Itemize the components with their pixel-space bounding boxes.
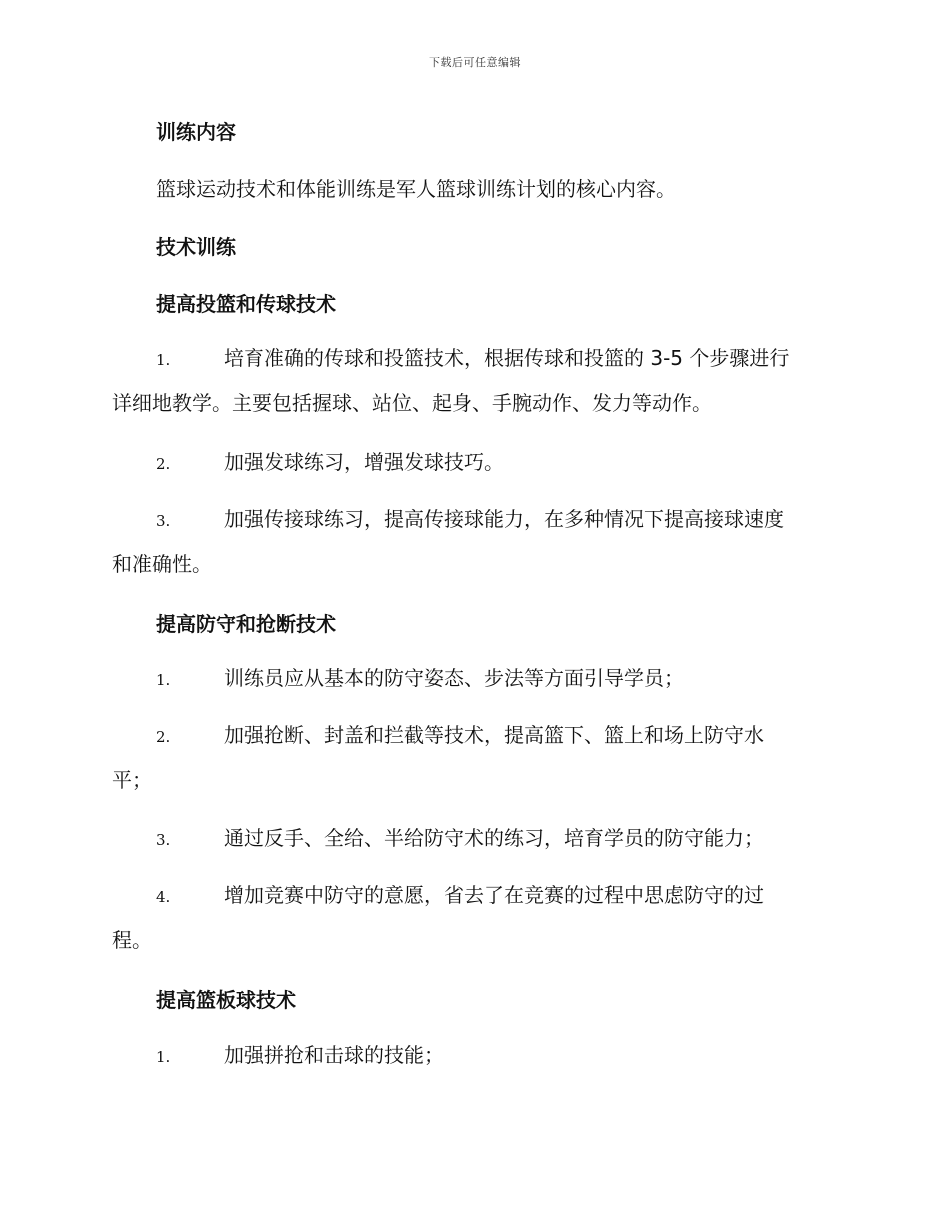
list-item-text: 训练员应从基本的防守姿态、步法等方面引导学员；: [224, 666, 684, 690]
list-item: [112, 665, 842, 710]
list-item: [112, 449, 842, 494]
list-item-text: 增加竞赛中防守的意愿，省去了在竞赛的过程中思虑防守的过: [224, 883, 764, 907]
heading-technical-training: 技术训练: [156, 235, 236, 259]
heading-training-content: 训练内容: [156, 120, 236, 144]
list-item-number: 1.: [156, 351, 171, 369]
list-item-text: 加强发球练习，增强发球技巧。: [224, 450, 504, 474]
section-title-defense-steal: 提高防守和抢断技术: [156, 612, 336, 636]
list-item-text: 通过反手、全给、半给防守术的练习，培育学员的防守能力；: [224, 826, 764, 850]
list-item-text-continued: 和准确性。: [112, 552, 212, 576]
section-title-shooting-passing: 提高投篮和传球技术: [156, 292, 336, 316]
list-item-number: 1.: [156, 671, 171, 689]
list-item: [112, 722, 842, 812]
list-item: [112, 825, 842, 870]
list-item: [112, 506, 842, 596]
page-header-note: 下载后可任意编辑: [429, 56, 521, 69]
intro-paragraph: 篮球运动技术和体能训练是军人篮球训练计划的核心内容。: [156, 177, 676, 201]
list-item-number: 3.: [156, 512, 171, 530]
list-item-text: 培育准确的传球和投篮技术，根据传球和投篮的 3-5 个步骤进行: [224, 346, 790, 370]
list-item-number: 2.: [156, 728, 171, 746]
list-item: [112, 345, 842, 435]
list-item-text-continued: 程。: [112, 928, 152, 952]
list-item-text: 加强抢断、封盖和拦截等技术，提高篮下、篮上和场上防守水: [224, 723, 764, 747]
list-item-text: 加强拼抢和击球的技能；: [224, 1043, 444, 1067]
list-item-text-continued: 详细地教学。主要包括握球、站位、起身、手腕动作、发力等动作。: [112, 391, 712, 415]
section-title-rebound: 提高篮板球技术: [156, 988, 296, 1012]
list-item-number: 4.: [156, 888, 171, 906]
list-item-text-continued: 平；: [112, 768, 152, 792]
list-item-number: 2.: [156, 455, 171, 473]
list-item: [112, 1042, 842, 1087]
list-item-number: 1.: [156, 1048, 171, 1066]
list-item-number: 3.: [156, 831, 171, 849]
list-item: [112, 882, 842, 972]
list-item-text: 加强传接球练习，提高传接球能力，在多种情况下提高接球速度: [224, 507, 784, 531]
